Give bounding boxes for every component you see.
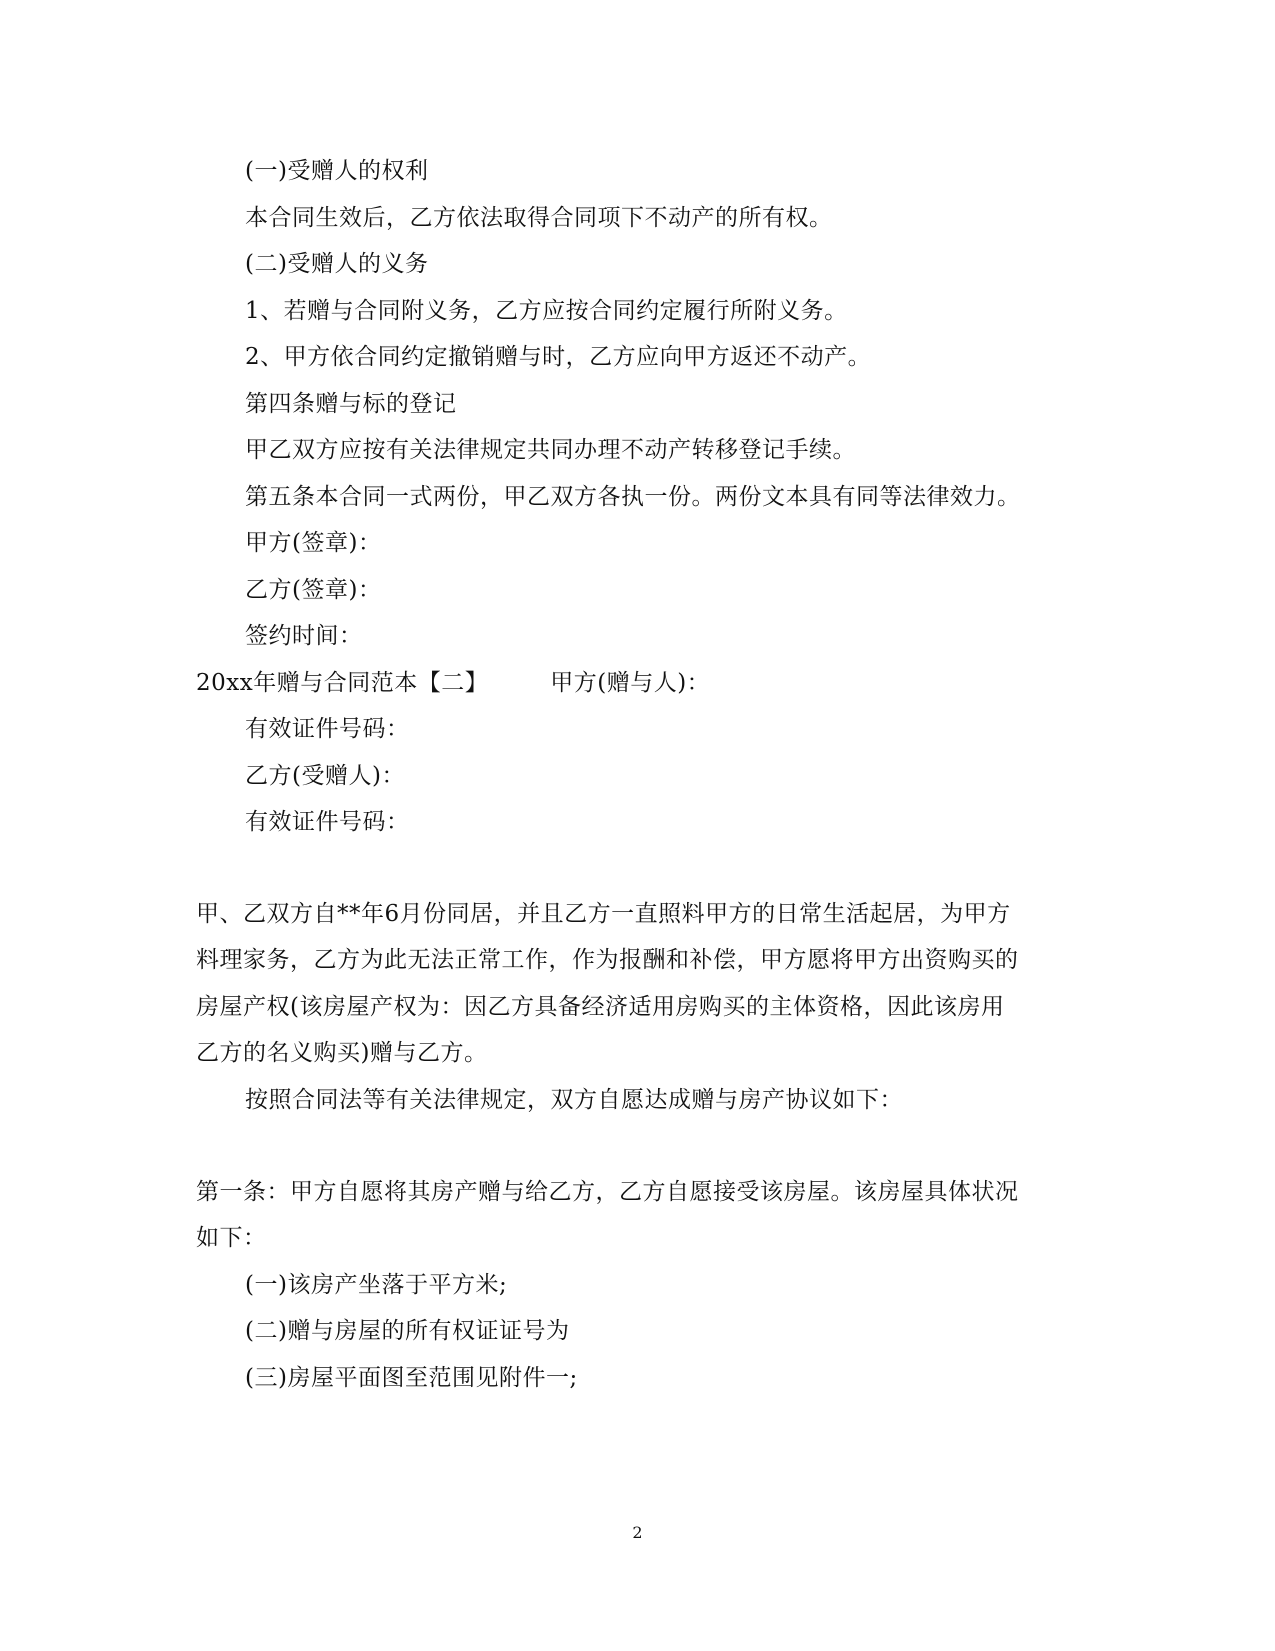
paragraph: (二)受赠人的义务 xyxy=(245,251,429,277)
signature-line-party-b: 乙方(签章)： xyxy=(245,577,382,603)
signature-line-party-a: 甲方(签章)： xyxy=(245,530,382,556)
article-one-line: 如下： xyxy=(196,1225,267,1251)
paragraph: 本合同生效后，乙方依法取得合同项下不动产的所有权。 xyxy=(245,205,833,231)
section-title: 20xx年赠与合同范本【二】 xyxy=(196,670,489,696)
paragraph: 第五条本合同一式两份，甲乙双方各执一份。两份文本具有同等法律效力。 xyxy=(245,484,1021,510)
party-field: 乙方(受赠人)： xyxy=(245,763,405,789)
body-line: 料理家务，乙方为此无法正常工作，作为报酬和补偿，甲方愿将甲方出资购买的 xyxy=(196,947,1019,973)
signing-date-line: 签约时间： xyxy=(245,623,363,649)
article-one-item: (二)赠与房屋的所有权证证号为 xyxy=(245,1318,570,1344)
party-a-label: 甲方(赠与人)： xyxy=(550,670,711,696)
section-heading-row xyxy=(196,668,710,698)
paragraph: 甲乙双方应按有关法律规定共同办理不动产转移登记手续。 xyxy=(245,437,856,463)
party-field: 有效证件号码： xyxy=(245,716,410,742)
body-line: 房屋产权(该房屋产权为：因乙方具备经济适用房购买的主体资格，因此该房用 xyxy=(196,994,1005,1020)
paragraph: 第四条赠与标的登记 xyxy=(245,391,457,417)
party-field: 有效证件号码： xyxy=(245,809,410,835)
paragraph: (一)受赠人的权利 xyxy=(245,158,429,184)
body-line: 乙方的名义购买)赠与乙方。 xyxy=(196,1040,488,1066)
agreement-intro: 按照合同法等有关法律规定，双方自愿达成赠与房产协议如下： xyxy=(245,1087,903,1113)
body-line: 甲、乙双方自**年6月份同居，并且乙方一直照料甲方的日常生活起居，为甲方 xyxy=(196,901,1011,927)
paragraph: 1、若赠与合同附义务，乙方应按合同约定履行所附义务。 xyxy=(245,298,848,324)
paragraph: 2、甲方依合同约定撤销赠与时，乙方应向甲方返还不动产。 xyxy=(245,344,872,370)
article-one-item: (三)房屋平面图至范围见附件一; xyxy=(245,1365,578,1391)
article-one-item: (一)该房产坐落于平方米; xyxy=(245,1272,508,1298)
page-number: 2 xyxy=(632,1523,643,1542)
article-one-line: 第一条：甲方自愿将其房产赠与给乙方，乙方自愿接受该房屋。该房屋具体状况 xyxy=(196,1179,1019,1205)
